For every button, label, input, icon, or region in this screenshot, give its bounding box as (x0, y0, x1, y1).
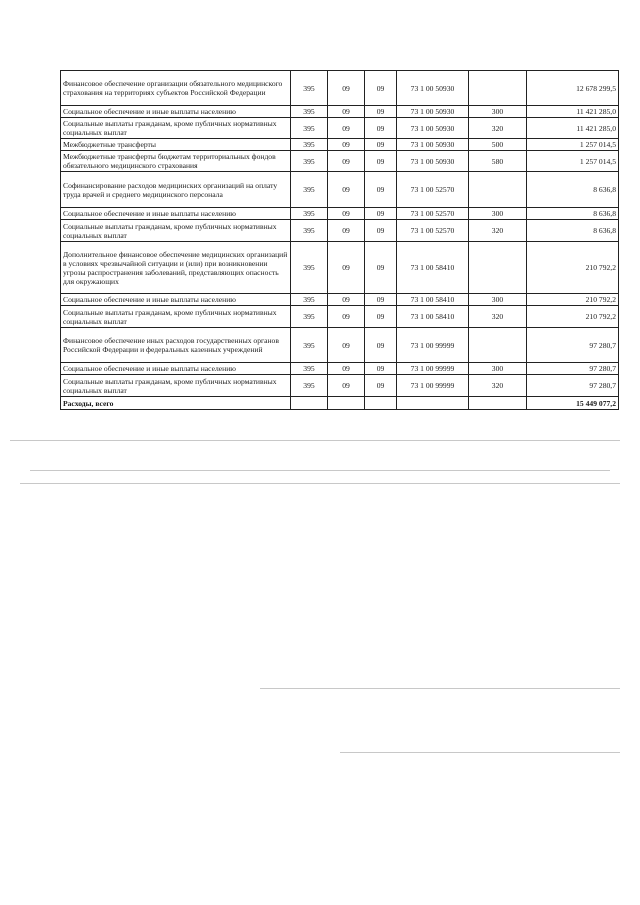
row-rz: 09 (328, 220, 365, 242)
table-row (61, 328, 619, 363)
row-rz: 09 (328, 363, 365, 375)
table-row (61, 118, 619, 139)
table-body (61, 71, 619, 397)
row-csr: 73 1 00 99999 (397, 375, 469, 397)
row-csr: 73 1 00 99999 (397, 363, 469, 375)
table-row (61, 294, 619, 306)
row-name: Социальные выплаты гражданам, кроме публичных нормативных социальных выплат (61, 306, 291, 328)
row-csr: 73 1 00 58410 (397, 294, 469, 306)
row-sum: 210 792,2 (527, 306, 619, 328)
row-name: Софинансирование расходов медицинских организаций на оплату труда врачей и среднего медицинского персонала (61, 172, 291, 208)
total-empty-cell (328, 397, 365, 410)
total-row (61, 397, 619, 410)
table-row (61, 306, 619, 328)
row-sum: 1 257 014,5 (527, 151, 619, 172)
row-sum: 11 421 285,0 (527, 118, 619, 139)
row-name: Межбюджетные трансферты бюджетам территориальных фондов обязательного медицинского страхования (61, 151, 291, 172)
row-rz: 09 (328, 242, 365, 294)
row-pr: 09 (365, 208, 397, 220)
row-vr: 320 (469, 220, 527, 242)
row-gr: 395 (291, 139, 328, 151)
total-label: Расходы, всего (61, 397, 291, 410)
row-csr: 73 1 00 52570 (397, 172, 469, 208)
scan-artifact (260, 688, 620, 689)
row-vr (469, 172, 527, 208)
row-gr: 395 (291, 71, 328, 106)
row-rz: 09 (328, 71, 365, 106)
row-pr: 09 (365, 139, 397, 151)
row-rz: 09 (328, 151, 365, 172)
row-gr: 395 (291, 106, 328, 118)
table-row (61, 106, 619, 118)
row-rz: 09 (328, 294, 365, 306)
row-rz: 09 (328, 375, 365, 397)
row-vr (469, 71, 527, 106)
row-gr: 395 (291, 172, 328, 208)
row-name: Дополнительное финансовое обеспечение медицинских организаций в условиях чрезвычайной ситуации и (или) при возникновении угрозы распространения заболеваний, представляющих опасность для окружающих (61, 242, 291, 294)
row-name: Социальное обеспечение и иные выплаты населению (61, 363, 291, 375)
row-csr: 73 1 00 99999 (397, 328, 469, 363)
row-vr: 320 (469, 375, 527, 397)
row-name: Финансовое обеспечение иных расходов государственных органов Российской Федерации и федеральных казенных учреждений (61, 328, 291, 363)
row-vr: 500 (469, 139, 527, 151)
row-pr: 09 (365, 220, 397, 242)
row-csr: 73 1 00 58410 (397, 306, 469, 328)
total-empty-cell (469, 397, 527, 410)
table-row (61, 172, 619, 208)
row-vr (469, 242, 527, 294)
row-gr: 395 (291, 328, 328, 363)
row-vr: 320 (469, 118, 527, 139)
row-rz: 09 (328, 328, 365, 363)
row-gr: 395 (291, 220, 328, 242)
row-gr: 395 (291, 294, 328, 306)
total-empty-cell (397, 397, 469, 410)
row-sum: 11 421 285,0 (527, 106, 619, 118)
scan-artifact (10, 440, 620, 441)
row-pr: 09 (365, 172, 397, 208)
row-csr: 73 1 00 50930 (397, 118, 469, 139)
row-name: Финансовое обеспечение организации обязательного медицинского страхования на территориях субъектов Российской Федерации (61, 71, 291, 106)
row-name: Социальные выплаты гражданам, кроме публичных нормативных социальных выплат (61, 118, 291, 139)
scan-artifact (30, 470, 610, 471)
row-rz: 09 (328, 139, 365, 151)
row-pr: 09 (365, 118, 397, 139)
scan-artifact (340, 752, 620, 753)
row-rz: 09 (328, 172, 365, 208)
table-row (61, 363, 619, 375)
row-sum: 210 792,2 (527, 294, 619, 306)
row-sum: 12 678 299,5 (527, 71, 619, 106)
row-sum: 8 636,8 (527, 220, 619, 242)
row-sum: 8 636,8 (527, 208, 619, 220)
row-pr: 09 (365, 375, 397, 397)
row-sum: 210 792,2 (527, 242, 619, 294)
row-sum: 1 257 014,5 (527, 139, 619, 151)
row-vr: 580 (469, 151, 527, 172)
row-name: Социальное обеспечение и иные выплаты населению (61, 106, 291, 118)
table-row (61, 242, 619, 294)
row-csr: 73 1 00 50930 (397, 139, 469, 151)
row-pr: 09 (365, 328, 397, 363)
scan-artifact (20, 483, 620, 484)
row-csr: 73 1 00 58410 (397, 242, 469, 294)
row-vr: 300 (469, 363, 527, 375)
row-sum: 97 280,7 (527, 363, 619, 375)
row-name: Социальные выплаты гражданам, кроме публичных нормативных социальных выплат (61, 375, 291, 397)
row-name: Социальное обеспечение и иные выплаты населению (61, 294, 291, 306)
row-sum: 97 280,7 (527, 375, 619, 397)
row-pr: 09 (365, 306, 397, 328)
row-sum: 97 280,7 (527, 328, 619, 363)
table-row (61, 139, 619, 151)
row-gr: 395 (291, 151, 328, 172)
row-csr: 73 1 00 50930 (397, 71, 469, 106)
row-vr: 300 (469, 294, 527, 306)
row-gr: 395 (291, 375, 328, 397)
table-row (61, 208, 619, 220)
table-row (61, 71, 619, 106)
row-name: Социальные выплаты гражданам, кроме публичных нормативных социальных выплат (61, 220, 291, 242)
row-gr: 395 (291, 208, 328, 220)
row-vr: 300 (469, 106, 527, 118)
row-gr: 395 (291, 363, 328, 375)
row-rz: 09 (328, 306, 365, 328)
table-row (61, 375, 619, 397)
row-vr: 300 (469, 208, 527, 220)
row-rz: 09 (328, 118, 365, 139)
row-pr: 09 (365, 71, 397, 106)
row-gr: 395 (291, 242, 328, 294)
row-name: Социальное обеспечение и иные выплаты населению (61, 208, 291, 220)
row-vr (469, 328, 527, 363)
row-pr: 09 (365, 151, 397, 172)
row-csr: 73 1 00 52570 (397, 220, 469, 242)
row-csr: 73 1 00 52570 (397, 208, 469, 220)
total-empty-cell (365, 397, 397, 410)
row-pr: 09 (365, 363, 397, 375)
total-sum: 15 449 077,2 (527, 397, 619, 410)
row-gr: 395 (291, 306, 328, 328)
row-name: Межбюджетные трансферты (61, 139, 291, 151)
row-sum: 8 636,8 (527, 172, 619, 208)
table-row (61, 220, 619, 242)
row-rz: 09 (328, 208, 365, 220)
row-pr: 09 (365, 294, 397, 306)
row-vr: 320 (469, 306, 527, 328)
row-pr: 09 (365, 106, 397, 118)
row-rz: 09 (328, 106, 365, 118)
row-pr: 09 (365, 242, 397, 294)
table-row (61, 151, 619, 172)
row-csr: 73 1 00 50930 (397, 106, 469, 118)
row-gr: 395 (291, 118, 328, 139)
expenditure-table (60, 70, 619, 410)
row-csr: 73 1 00 50930 (397, 151, 469, 172)
total-empty-cell (291, 397, 328, 410)
